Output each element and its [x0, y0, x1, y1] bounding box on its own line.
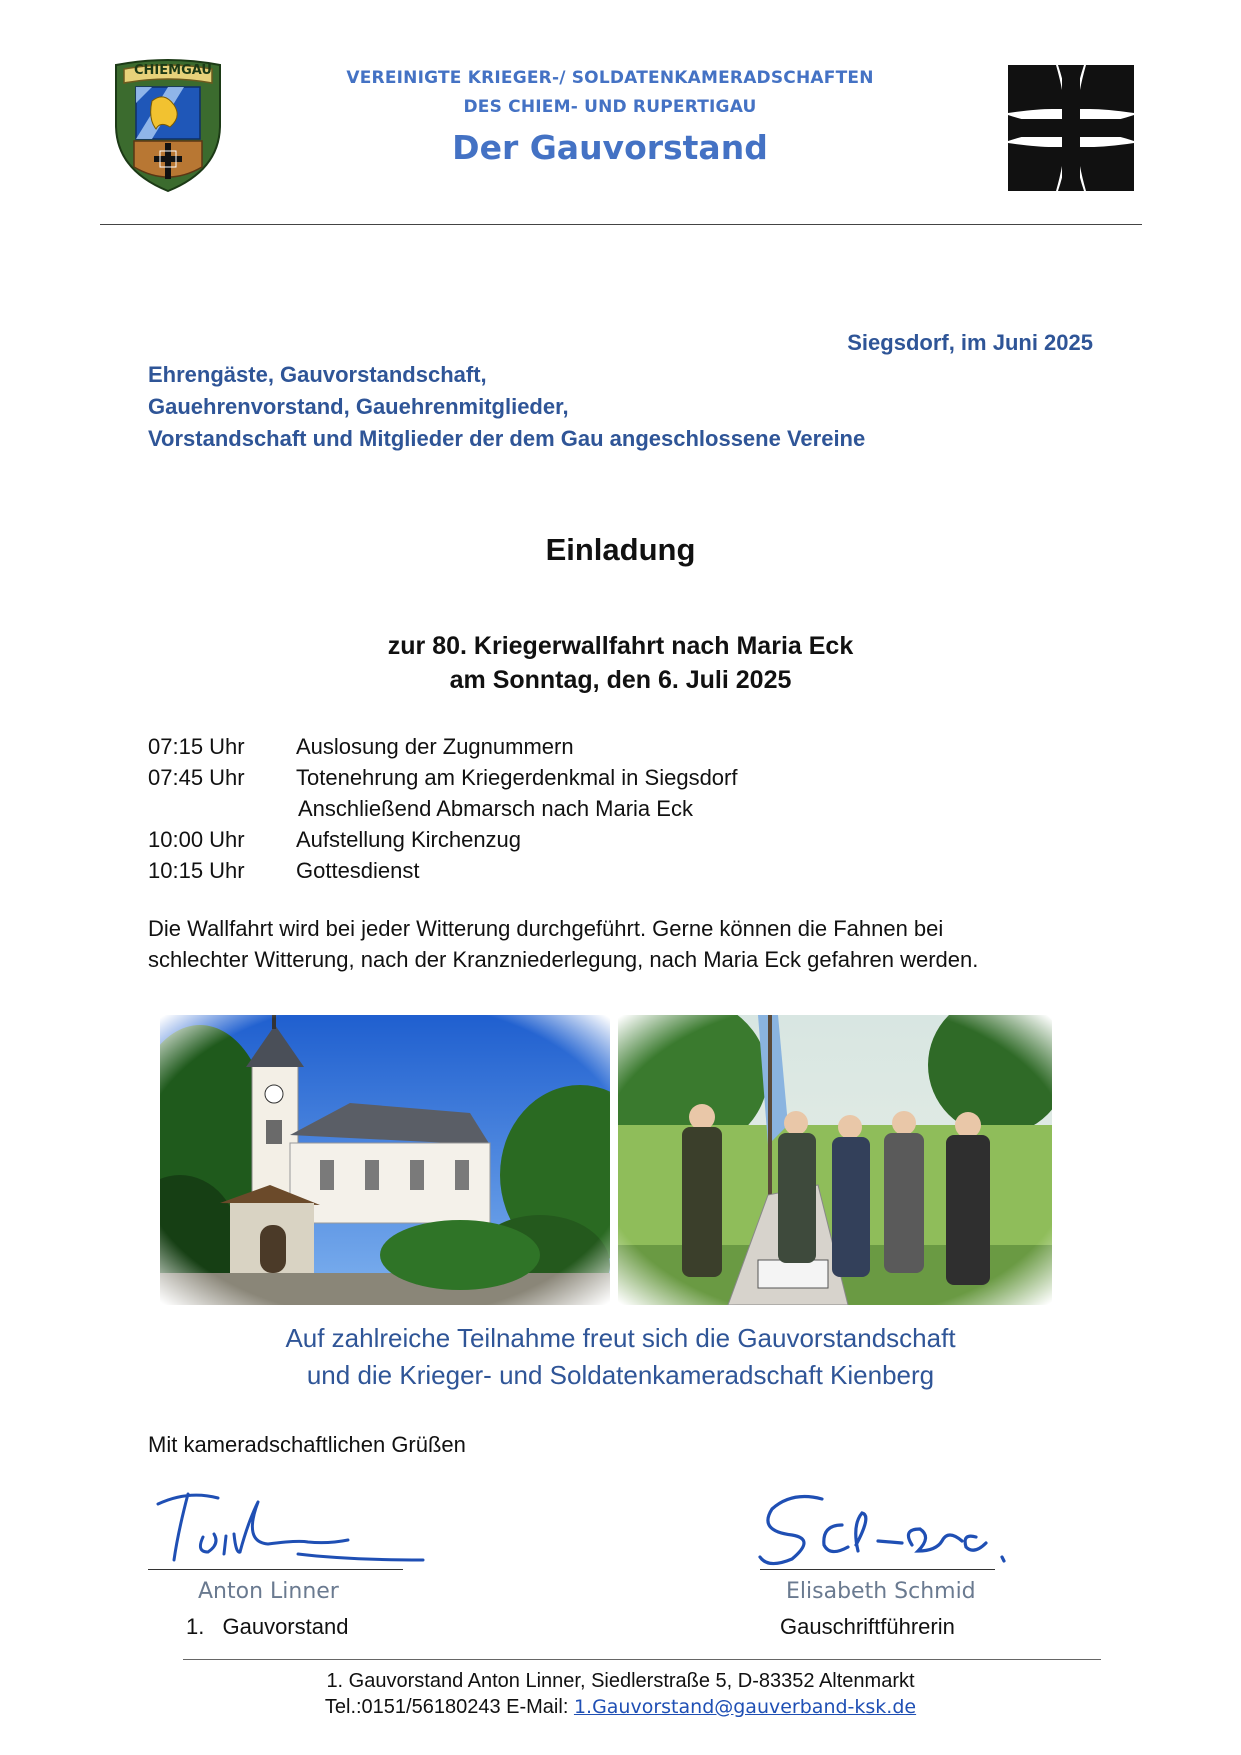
header-line-1: VEREINIGTE KRIEGER-/ SOLDATENKAMERADSCHAFTEN — [346, 68, 874, 88]
schedule-row — [148, 734, 1048, 765]
weather-note — [148, 913, 1108, 975]
schedule — [148, 734, 1048, 894]
schedule-desc: Anschließend Abmarsch nach Maria Eck — [298, 796, 693, 821]
group-photo — [618, 1015, 1052, 1305]
recipient-line-1: Ehrengäste, Gauvorstandschaft, — [148, 362, 487, 387]
event-date: am Sonntag, den 6. Juli 2025 — [449, 666, 792, 694]
footer-address: 1. Gauvorstand Anton Linner, Siedlerstraße 5, D-83352 Altenmarkt — [326, 1670, 915, 1692]
event-title: zur 80. Kriegerwallfahrt nach Maria Eck — [387, 632, 854, 660]
schedule-desc: Totenehrung am Kriegerdenkmal in Siegsdorf — [296, 765, 738, 790]
signature-linner — [148, 1482, 438, 1572]
signer-role-left — [186, 1614, 348, 1640]
header-divider — [100, 224, 1142, 225]
recipient-line-3: Vorstandschaft und Mitglieder der dem Gau angeschlossene Vereine — [148, 426, 866, 451]
page-title: Der Gauvorstand — [452, 128, 768, 167]
schedule-desc: Gottesdienst — [296, 858, 420, 883]
role-text: Gauvorstand — [222, 1614, 349, 1639]
schedule-desc: Aufstellung Kirchenzug — [296, 827, 522, 852]
signer-name-right: Elisabeth Schmid — [786, 1579, 976, 1604]
signer-role-right: Gauschriftführerin — [780, 1614, 955, 1639]
schedule-row — [148, 858, 1048, 889]
footer-phone: Tel.:0151/56180243 E-Mail: — [324, 1696, 574, 1718]
invitation-heading: Einladung — [545, 532, 696, 567]
schedule-time: 07:45 Uhr — [148, 765, 245, 790]
footer-contact — [0, 1696, 1241, 1719]
weather-note-line-2: schlechter Witterung, nach der Kranzniederlegung, nach Maria Eck gefahren werden. — [148, 947, 979, 972]
signature-line-left — [148, 1569, 403, 1570]
header-line-2: DES CHIEM- UND RUPERTIGAU — [463, 97, 757, 117]
signature-schmid — [752, 1485, 1032, 1575]
schedule-row — [148, 796, 1048, 827]
signature-line-right — [760, 1569, 995, 1570]
role-number: 1. — [186, 1614, 205, 1639]
schedule-time: 10:15 Uhr — [148, 858, 245, 883]
closing-line-2: und die Krieger- und Soldatenkameradschaft Kienberg — [306, 1360, 935, 1390]
chiemgau-crest-icon — [108, 55, 228, 195]
schedule-desc: Auslosung der Zugnummern — [296, 734, 574, 759]
footer-divider — [183, 1659, 1101, 1660]
schedule-time: 07:15 Uhr — [148, 734, 245, 759]
recipient-line-2: Gauehrenvorstand, Gauehrenmitglieder, — [148, 394, 569, 419]
schedule-time: 10:00 Uhr — [148, 827, 245, 852]
place-date: Siegsdorf, im Juni 2025 — [847, 330, 1093, 355]
signer-name-left: Anton Linner — [198, 1579, 339, 1604]
schedule-row — [148, 827, 1048, 858]
closing-message — [0, 1320, 1241, 1394]
closing-line-1: Auf zahlreiche Teilnahme freut sich die Gauvorstandschaft — [285, 1323, 956, 1353]
crest-label: CHIEMGAU — [134, 63, 212, 78]
schedule-row — [148, 765, 1048, 796]
church-photo — [160, 1015, 610, 1305]
weather-note-line-1: Die Wallfahrt wird bei jeder Witterung durchgeführt. Gerne können die Fahnen bei — [148, 916, 944, 941]
email-link[interactable]: 1.Gauvorstand@gauverband-ksk.de — [573, 1696, 917, 1718]
greeting: Mit kameradschaftlichen Grüßen — [148, 1432, 466, 1457]
iron-cross-icon — [1008, 65, 1134, 191]
